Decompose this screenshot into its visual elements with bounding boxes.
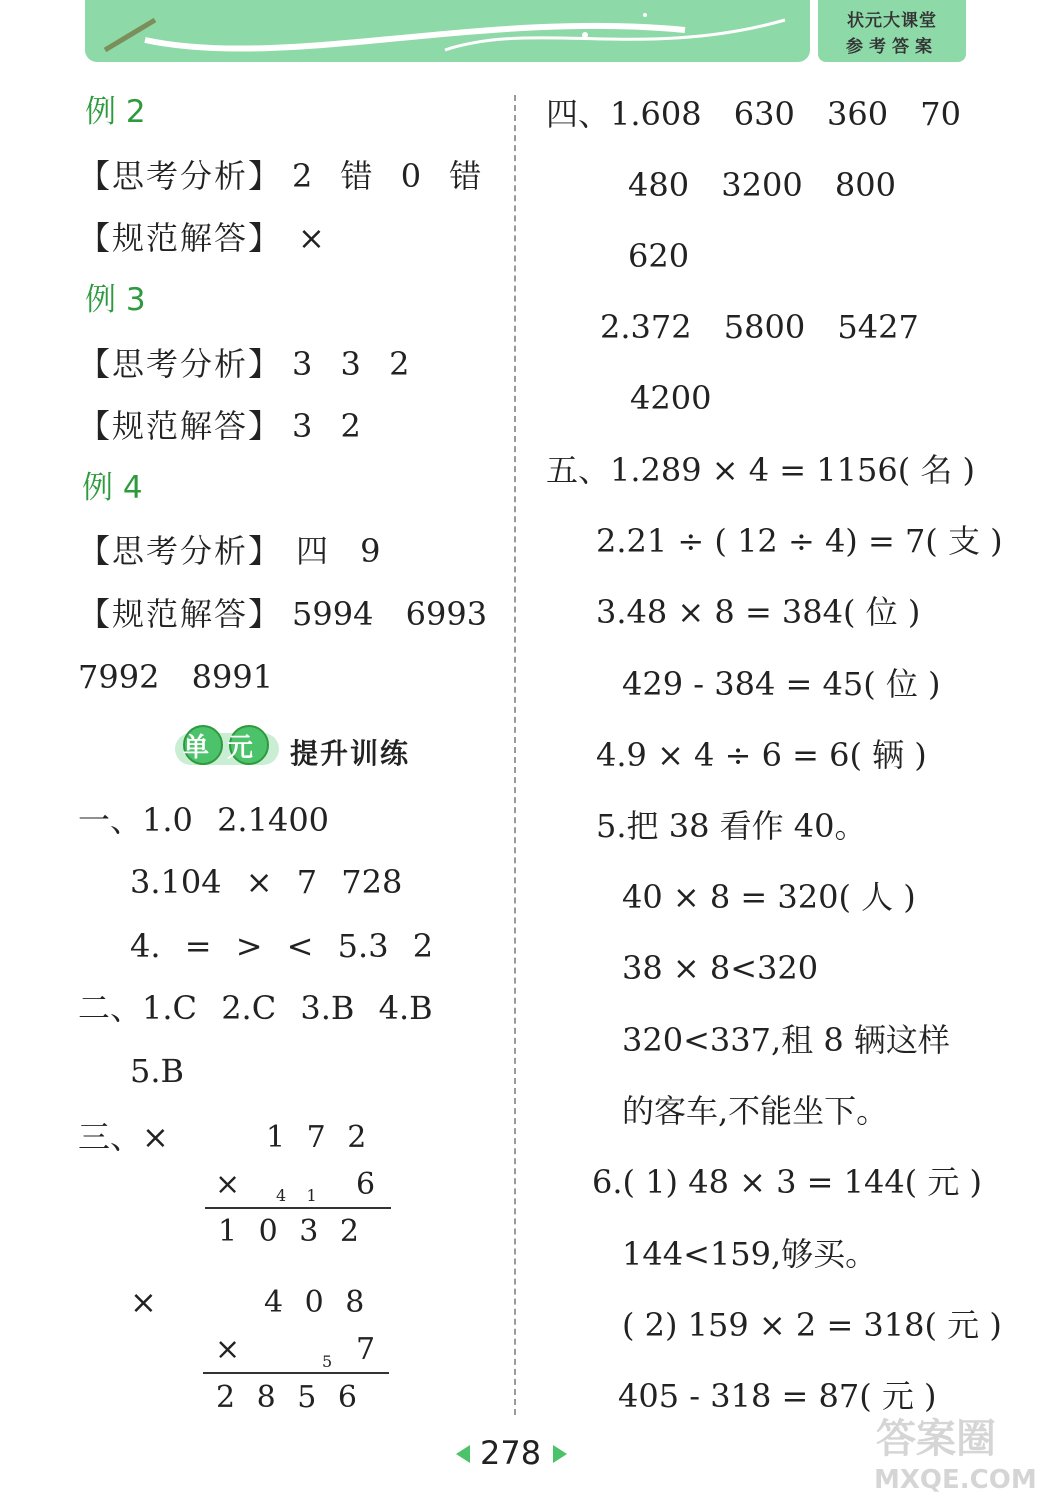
calc1-result: 1 0 3 2 bbox=[218, 1214, 365, 1249]
section-5-line-1: 五、1.289 × 4 = 1156( 名 ) bbox=[546, 451, 976, 489]
calc1-operator: × bbox=[215, 1167, 241, 1202]
badge-line1: 状元大课堂 bbox=[847, 11, 937, 31]
ex4-answer: 5994 6993 bbox=[292, 595, 488, 633]
banner-decoration bbox=[85, 0, 810, 62]
section-5-line-11: 6.( 1) 48 × 3 = 144( 元 ) bbox=[592, 1163, 982, 1201]
calc1-top: 1 7 2 bbox=[266, 1120, 373, 1155]
section-1-line-1: 一、1.0 2.1400 bbox=[78, 801, 330, 839]
svg-text:答案圈: 答案圈 bbox=[876, 1416, 996, 1462]
ex4-answer-label: 【规范解答】 bbox=[78, 595, 283, 633]
section-5-line-13: ( 2) 159 × 2 = 318( 元 ) bbox=[622, 1306, 1002, 1344]
calc2-top: 4 0 8 bbox=[264, 1285, 371, 1320]
section-5-line-2: 2.21 ÷ ( 12 ÷ 4) = 7( 支 ) bbox=[596, 522, 1003, 560]
section-5-line-3: 3.48 × 8 = 384( 位 ) bbox=[596, 593, 921, 631]
ex2-analysis-label: 【思考分析】 bbox=[78, 157, 283, 195]
example-2-heading: 例 2 bbox=[85, 94, 146, 130]
example-3-heading: 例 3 bbox=[85, 282, 146, 318]
example-4-heading: 例 4 bbox=[82, 470, 143, 506]
section-5-line-14: 405 - 318 = 87( 元 ) bbox=[618, 1377, 937, 1415]
pencil-icon bbox=[105, 20, 155, 50]
ex2-answer-label: 【规范解答】 bbox=[78, 219, 283, 257]
calc2-line bbox=[203, 1372, 389, 1374]
section-5-line-4: 429 - 384 = 45( 位 ) bbox=[622, 665, 941, 703]
section-4-line-4: 2.372 5800 5427 bbox=[600, 308, 919, 346]
calc2-result: 2 8 5 6 bbox=[216, 1380, 363, 1415]
ex4-analysis-label: 【思考分析】 bbox=[78, 532, 283, 570]
badge-line2: 参考答案 bbox=[846, 37, 938, 57]
page-number: 278 bbox=[480, 1434, 542, 1472]
section-2-line-2: 5.B bbox=[130, 1052, 185, 1090]
section-5-line-7: 40 × 8 = 320( 人 ) bbox=[622, 878, 916, 916]
calc2-operator: × bbox=[215, 1332, 241, 1367]
section-5-line-12: 144<159,够买。 bbox=[622, 1235, 878, 1273]
section-5-line-9: 320<337,租 8 辆这样 bbox=[622, 1021, 950, 1059]
section-1-line-3: 4. = > < 5.3 2 bbox=[130, 927, 434, 965]
ex2-answer: × bbox=[298, 219, 325, 257]
ex4-answer-continued: 7992 8991 bbox=[78, 658, 274, 696]
ex3-answer-label: 【规范解答】 bbox=[78, 407, 283, 445]
calc2-carry: 5 bbox=[322, 1352, 333, 1371]
section-1-line-2: 3.104 × 7 728 bbox=[130, 863, 403, 901]
calc2-multiplier: 7 bbox=[356, 1332, 376, 1367]
section-3-mark-2: × bbox=[130, 1283, 157, 1321]
calc1-multiplier: 6 bbox=[356, 1167, 376, 1202]
ex3-analysis: 3 3 2 bbox=[292, 345, 410, 383]
answer-badge bbox=[818, 0, 966, 62]
section-2-line-1: 二、1.C 2.C 3.B 4.B bbox=[78, 989, 433, 1027]
section-5-line-6: 5.把 38 看作 40。 bbox=[596, 807, 867, 845]
unit-title: 提升训练 bbox=[290, 737, 411, 770]
calc1-carry: 4 1 bbox=[276, 1186, 317, 1205]
section-4-line-5: 4200 bbox=[630, 379, 712, 417]
section-5-line-8: 38 × 8<320 bbox=[622, 949, 819, 987]
prev-arrow-icon bbox=[456, 1445, 470, 1463]
section-4-line-2: 480 3200 800 bbox=[628, 166, 896, 204]
section-5-line-10: 的客车,不能坐下。 bbox=[622, 1092, 889, 1130]
section-4-line-1: 四、1.608 630 360 70 bbox=[546, 95, 962, 133]
watermark-logo bbox=[868, 1400, 1048, 1496]
ex3-answer: 3 2 bbox=[292, 407, 361, 445]
next-arrow-icon bbox=[553, 1445, 567, 1463]
ex4-analysis: 四 9 bbox=[296, 532, 381, 570]
section-3-label: 三、× bbox=[78, 1118, 169, 1156]
unit-icon-text: 单元 bbox=[183, 733, 272, 763]
section-5-line-5: 4.9 × 4 ÷ 6 = 6( 辆 ) bbox=[596, 736, 927, 774]
ex3-analysis-label: 【思考分析】 bbox=[78, 345, 283, 383]
section-4-line-3: 620 bbox=[628, 237, 690, 275]
svg-text:MXQE.COM: MXQE.COM bbox=[874, 1465, 1037, 1495]
column-divider bbox=[514, 95, 516, 1415]
ex2-analysis: 2 错 0 错 bbox=[292, 157, 482, 195]
header-banner bbox=[85, 0, 810, 62]
calc1-line bbox=[205, 1207, 391, 1209]
